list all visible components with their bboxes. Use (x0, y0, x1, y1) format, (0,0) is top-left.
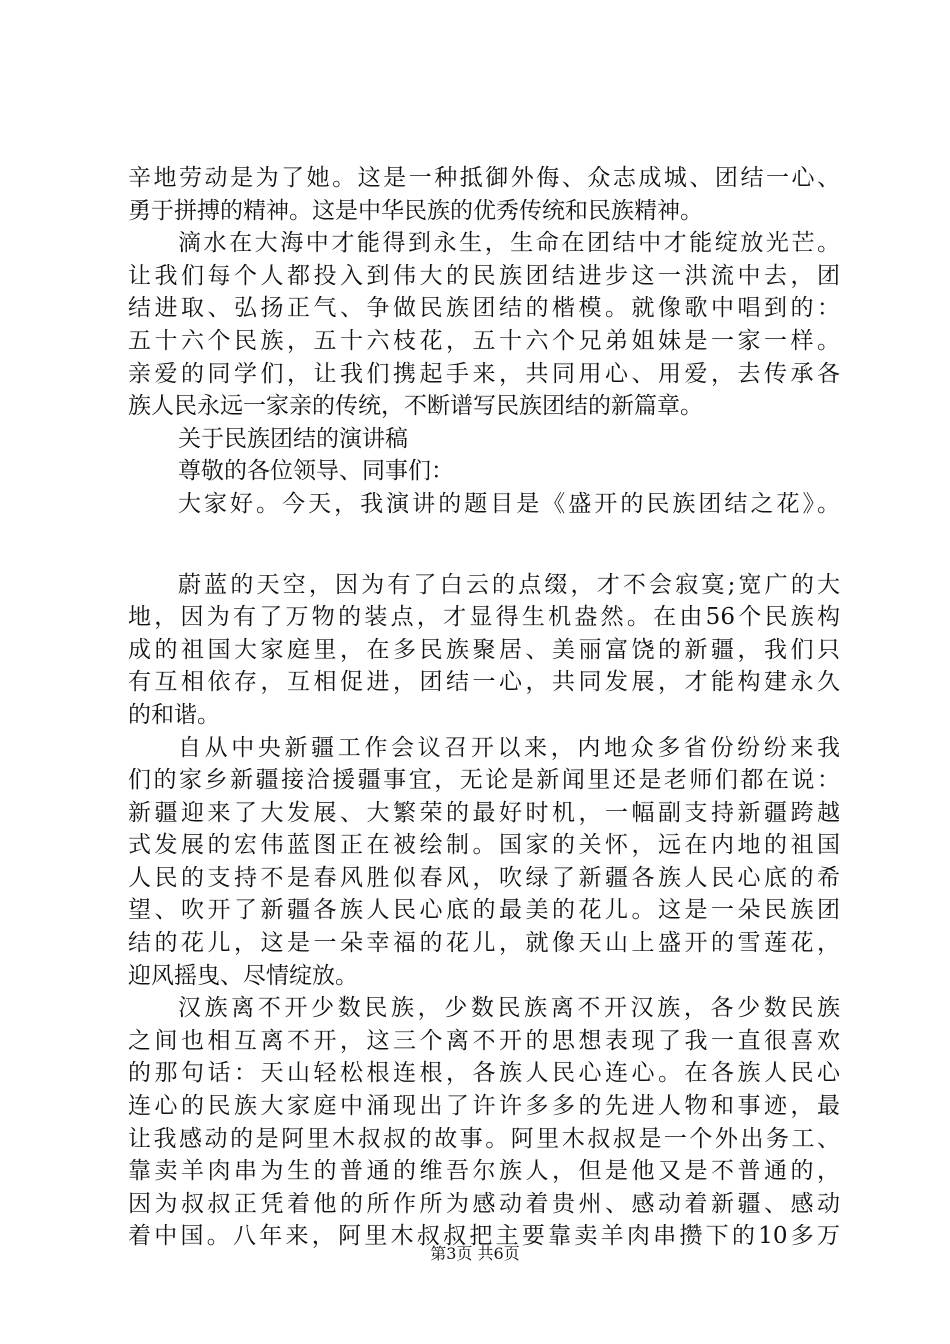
page-number-footer: 第3页 共6页 (430, 1244, 520, 1263)
blank-line (128, 521, 840, 569)
text-line: 有互相依存，互相促进，团结一心，共同发展，才能构建永久 (128, 669, 840, 696)
text-line: 着中国。八年来，阿里木叔叔把主要靠卖羊肉串攒下的10多万 (128, 1223, 840, 1250)
text-line: 新疆迎来了大发展、大繁荣的最好时机，一幅副支持新疆跨越 (128, 799, 840, 826)
text-line: 亲爱的同学们，让我们携起手来，共同用心、用爱，去传承各 (128, 360, 840, 387)
paragraph-start-line: 蔚蓝的天空，因为有了白云的点缀，才不会寂寞;宽广的大 (178, 571, 840, 598)
text-line: 靠卖羊肉串为生的普通的维吾尔族人，但是他又是不普通的， (128, 1158, 840, 1185)
text-line: 的那句话：天山轻松根连根，各族人民心连心。在各族人民心 (128, 1060, 840, 1087)
text-line: 族人民永远一家亲的传统，不断谱写民族团结的新篇章。 (128, 393, 703, 420)
text-line: 让我感动的是阿里木叔叔的故事。阿里木叔叔是一个外出务工、 (128, 1125, 840, 1152)
text-line: 让我们每个人都投入到伟大的民族团结进步这一洪流中去，团 (128, 262, 840, 289)
paragraph-start-line: 滴水在大海中才能得到永生，生命在团结中才能绽放光芒。 (178, 230, 840, 257)
text-line: 结的花儿，这是一朵幸福的花儿，就像天山上盛开的雪莲花， (128, 930, 840, 957)
text-line: 式发展的宏伟蓝图正在被绘制。国家的关怀，远在内地的祖国 (128, 832, 840, 859)
paragraph-start-line: 自从中央新疆工作会议召开以来，内地众多省份纷纷来我 (178, 734, 840, 761)
text-line: 人民的支持不是春风胜似春风，吹绿了新疆各族人民心底的希 (128, 864, 840, 891)
salutation: 尊敬的各位领导、同事们： (178, 458, 454, 485)
text-line: 们的家乡新疆接洽援疆事宜，无论是新闻里还是老师们都在说： (128, 767, 840, 794)
text-line: 因为叔叔正凭着他的所作所为感动着贵州、感动着新疆、感动 (128, 1190, 840, 1217)
text-line: 之间也相互离不开，这三个离不开的思想表现了我一直很喜欢 (128, 1027, 840, 1054)
text-line: 望、吹开了新疆各族人民心底的最美的花儿。这是一朵民族团 (128, 897, 840, 924)
text-line: 连心的民族大家庭中涌现出了许许多多的先进人物和事迹，最 (128, 1093, 840, 1120)
paragraph-start-line: 汉族离不开少数民族，少数民族离不开汉族，各少数民族 (178, 995, 840, 1022)
text-line: 辛地劳动是为了她。这是一种抵御外侮、众志成城、团结一心、 (128, 165, 840, 191)
body-text (128, 162, 840, 1253)
text-line: 结进取、弘扬正气、争做民族团结的楷模。就像歌中唱到的： (128, 295, 840, 322)
text-line: 勇于拼搏的精神。这是中华民族的优秀传统和民族精神。 (128, 197, 703, 224)
speech-title: 关于民族团结的演讲稿 (178, 425, 408, 452)
text-line: 五十六个民族，五十六枝花，五十六个兄弟姐妹是一家一样。 (128, 327, 840, 354)
text-line: 的和谐。 (128, 701, 220, 728)
text-line: 地，因为有了万物的装点，才显得生机盎然。在由56个民族构 (128, 604, 840, 631)
text-line: 迎风摇曳、尽情绽放。 (128, 962, 358, 989)
greeting-line: 大家好。今天，我演讲的题目是《盛开的民族团结之花》。 (178, 490, 840, 517)
text-line: 成的祖国大家庭里，在多民族聚居、美丽富饶的新疆，我们只 (128, 636, 840, 663)
